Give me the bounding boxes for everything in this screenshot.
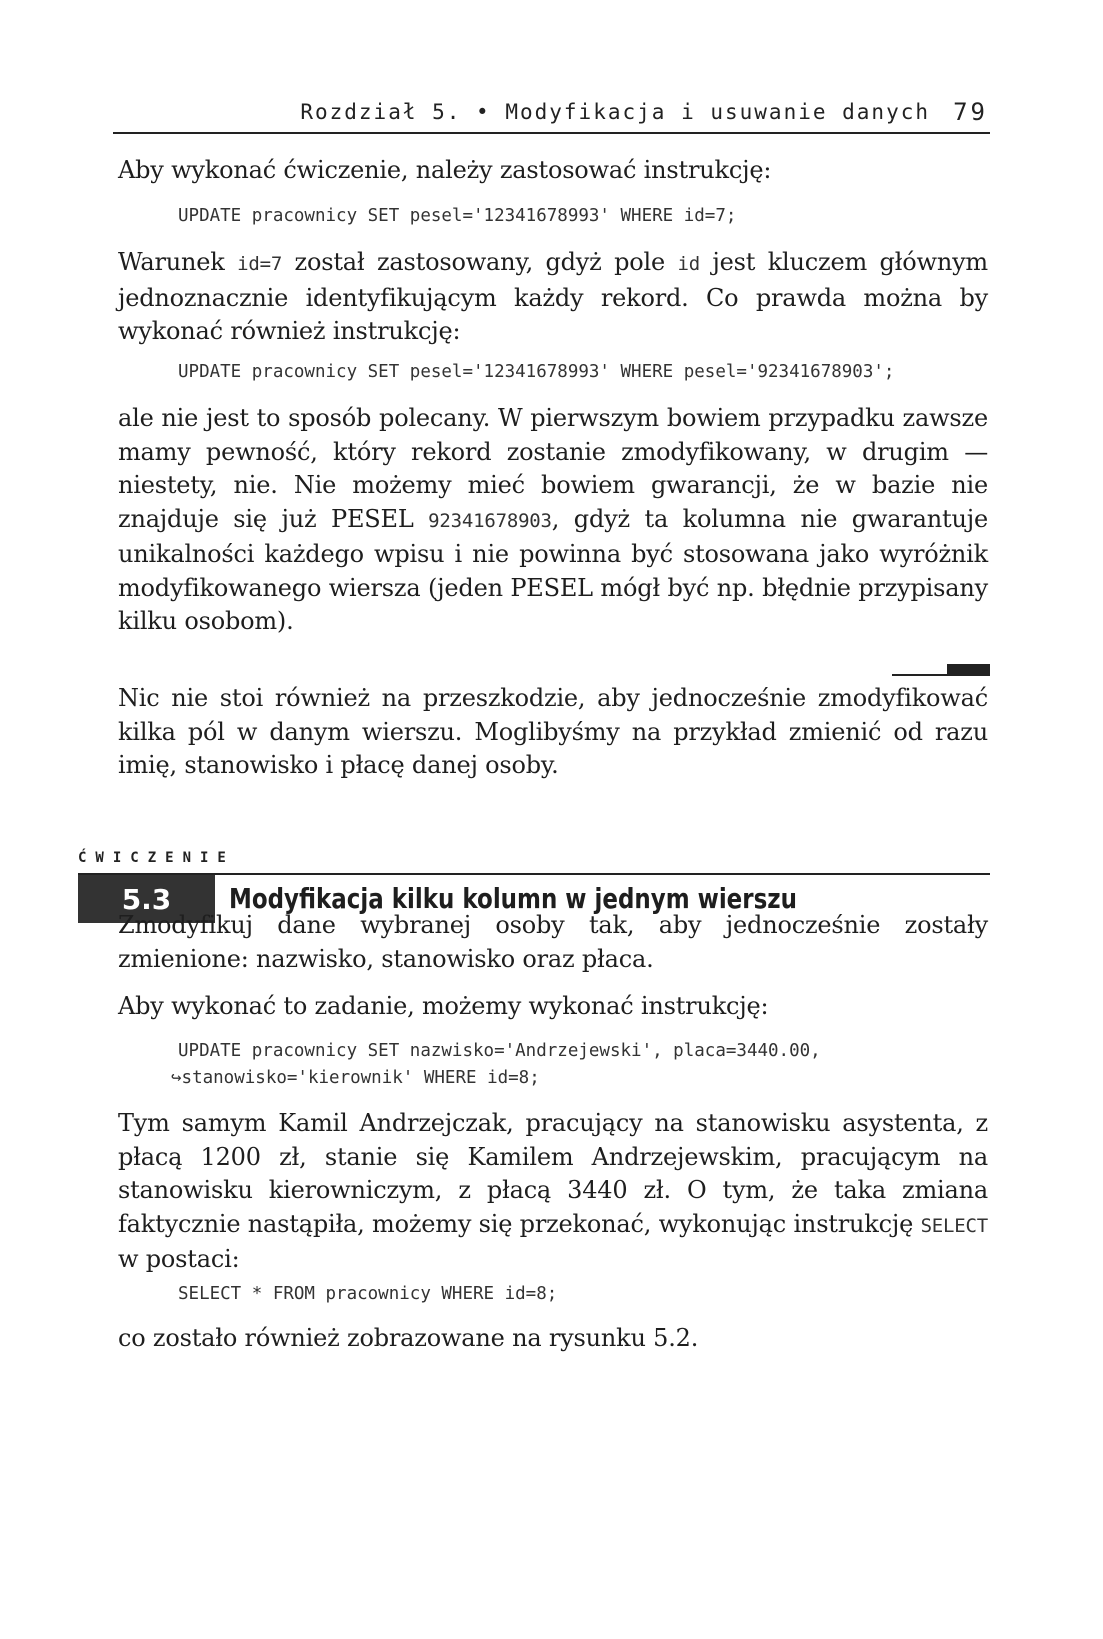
text-fragment: jest kluczem głównym jednoznacznie identyfikującym każdy rekord. Co prawda można by wykonać również instrukcję: — [118, 248, 988, 345]
paragraph-figure-ref: co zostało również zobrazowane na rysunku 5.2. — [118, 1324, 699, 1352]
page-number: 79 — [953, 98, 988, 126]
paragraph-task: Zmodyfikuj dane wybranej osoby tak, aby jednocześnie zostały zmienione: nazwisko, stanowisko oraz płaca. — [118, 911, 988, 973]
paragraph-instruction-intro: Aby wykonać to zadanie, możemy wykonać instrukcję: — [118, 992, 769, 1020]
inline-code: id=7 — [237, 253, 283, 275]
paragraph-result — [118, 1107, 988, 1277]
paragraph-explanation — [118, 402, 988, 639]
end-mark-block — [947, 664, 990, 676]
text-fragment: ale nie jest to sposób polecany. W pierwszym bowiem przypadku zawsze mamy pewność, który rekord zostanie zmodyfikowany, w drugim — niestety, nie. Nie możemy mieć bowiem gwarancji, że w bazie nie znajduje się już PESEL — [118, 404, 988, 533]
code-select: SELECT * FROM pracownicy WHERE id=8; — [178, 1284, 558, 1304]
code-update-multi-line2: ↪stanowisko='kierownik' WHERE id=8; — [171, 1068, 540, 1088]
code-update-multi-line1: UPDATE pracownicy SET nazwisko='Andrzejewski', placa=3440.00, — [178, 1041, 821, 1061]
end-mark-line — [892, 674, 947, 676]
paragraph-intro: Aby wykonać ćwiczenie, należy zastosować instrukcję: — [118, 156, 772, 184]
text-fragment: , gdyż ta kolumna nie gwarantuje unikalności każdego wpisu i nie powinna być stosowana jako wyróżnik modyfikowanego wiersza (jeden PESEL mógł być np. błędnie przypisany kilku osobom). — [118, 504, 988, 635]
text-fragment: został zastosowany, gdyż pole — [282, 248, 678, 276]
inline-code: id — [677, 253, 700, 275]
exercise-title: Modyfikacja kilku kolumn w jednym wierszu — [229, 882, 797, 915]
text-fragment: Tym samym Kamil Andrzejczak, pracujący na stanowisku asystenta, z płacą 1200 zł, stanie się Kamilem Andrzejewskim, pracującym na stanowisku kierowniczym, z płacą 3440 zł. O tym, że taka zmiana faktycznie nastąpiła, możemy się przekonać, wykonując instrukcję — [118, 1109, 988, 1238]
paragraph-multiple-fields: Nic nie stoi również na przeszkodzie, aby jednocześnie zmodyfikować kilka pól w danym wierszu. Moglibyśmy na przykład zmienić od razu imię, stanowisko i płacę danej osoby. — [118, 684, 988, 779]
exercise-label: ĆWICZENIE — [78, 850, 235, 866]
code-update-id: UPDATE pracownicy SET pesel='12341678993' WHERE id=7; — [178, 206, 737, 226]
exercise-end-mark — [892, 664, 990, 676]
paragraph-condition — [118, 246, 988, 349]
code-update-pesel: UPDATE pracownicy SET pesel='12341678993' WHERE pesel='92341678903'; — [178, 362, 895, 382]
page-header — [113, 96, 990, 134]
exercise-number: 5.3 — [121, 882, 172, 916]
text-fragment: Warunek — [118, 248, 238, 276]
running-head: Rozdział 5. • Modyfikacja i usuwanie danych — [300, 100, 930, 124]
inline-code: SELECT — [920, 1214, 988, 1237]
text-fragment: w postaci: — [118, 1245, 240, 1273]
inline-code: 92341678903 — [428, 509, 552, 532]
